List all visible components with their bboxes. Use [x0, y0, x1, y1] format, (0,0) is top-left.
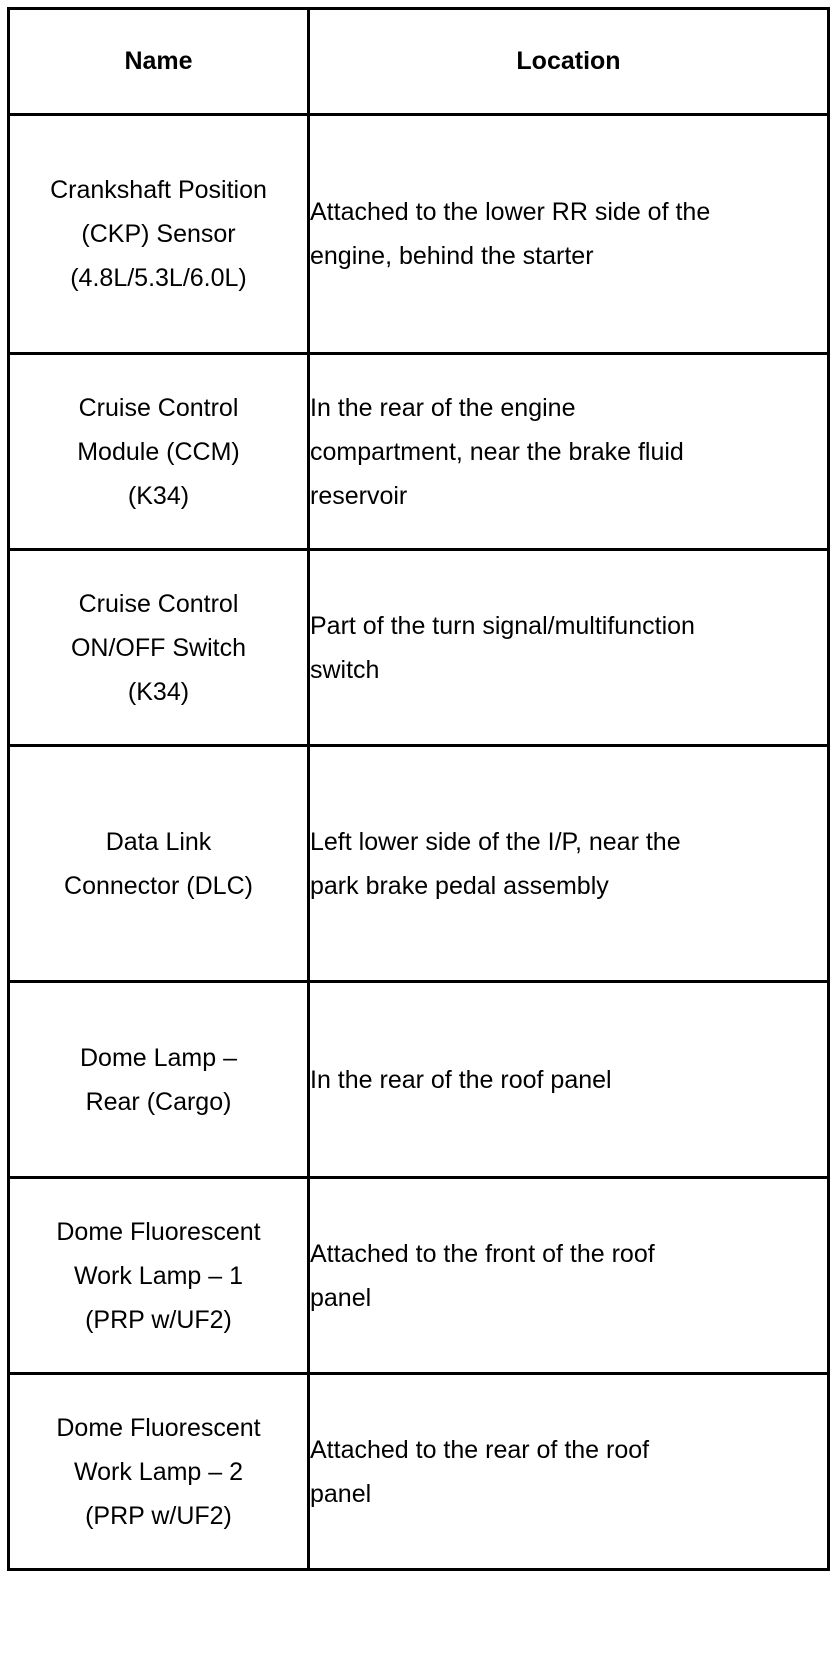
name-cell [9, 982, 309, 1178]
name-line: Module (CCM) [77, 437, 240, 466]
name-line: Work Lamp – 2 [73, 1457, 244, 1486]
header-location: Location [309, 9, 829, 115]
name-line: (CKP) Sensor [81, 220, 236, 248]
name-line: (4.8L/5.3L/6.0L) [70, 264, 247, 292]
location-cell [309, 746, 829, 982]
location-cell [309, 1374, 829, 1570]
name-cell [9, 1178, 309, 1374]
location-line: Attached to the lower RR side of the [310, 198, 711, 226]
location-cell [309, 115, 829, 354]
location-line: In the rear of the roof panel [310, 1065, 612, 1094]
name-cell [9, 354, 309, 550]
name-line: (K34) [127, 677, 190, 706]
location-cell [309, 550, 829, 746]
location-line: compartment, near the brake fluid [310, 437, 684, 466]
name-line: Cruise Control [78, 589, 239, 618]
component-location-table [7, 7, 830, 1571]
location-line: reservoir [310, 481, 408, 510]
name-line: Connector (DLC) [64, 871, 253, 900]
table-header-row [9, 9, 829, 115]
name-line: Dome Fluorescent [56, 1217, 261, 1246]
name-cell [9, 550, 309, 746]
location-line: engine, behind the starter [310, 242, 594, 270]
name-cell [9, 115, 309, 354]
table-row [9, 1178, 829, 1374]
header-name: Name [9, 9, 309, 115]
location-cell [309, 982, 829, 1178]
name-line: Dome Fluorescent [56, 1413, 261, 1442]
table-row [9, 746, 829, 982]
name-line: Dome Lamp – [79, 1043, 238, 1072]
table-row [9, 354, 829, 550]
name-line: (PRP w/UF2) [85, 1501, 232, 1530]
name-line: Cruise Control [78, 393, 239, 422]
table-row [9, 1374, 829, 1570]
location-line: panel [310, 1479, 372, 1508]
name-cell [9, 746, 309, 982]
location-line: Left lower side of the I/P, near the [310, 827, 681, 856]
location-line: Attached to the rear of the roof [310, 1435, 650, 1464]
location-line: switch [310, 655, 380, 684]
name-cell [9, 1374, 309, 1570]
location-cell [309, 354, 829, 550]
name-line: Work Lamp – 1 [73, 1261, 244, 1290]
location-line: panel [310, 1283, 372, 1312]
location-line: Part of the turn signal/multifunction [310, 611, 695, 640]
name-line: Crankshaft Position [50, 176, 267, 204]
location-cell [309, 1178, 829, 1374]
table-row [9, 982, 829, 1178]
table-row [9, 115, 829, 354]
name-line: ON/OFF Switch [70, 633, 246, 662]
location-line: Attached to the front of the roof [310, 1239, 655, 1268]
location-line: In the rear of the engine [310, 393, 576, 422]
name-line: (K34) [127, 481, 190, 510]
name-line: (PRP w/UF2) [85, 1305, 232, 1334]
name-line: Data Link [105, 827, 212, 856]
table-row [9, 550, 829, 746]
location-line: park brake pedal assembly [310, 871, 609, 900]
name-line: Rear (Cargo) [85, 1087, 232, 1116]
